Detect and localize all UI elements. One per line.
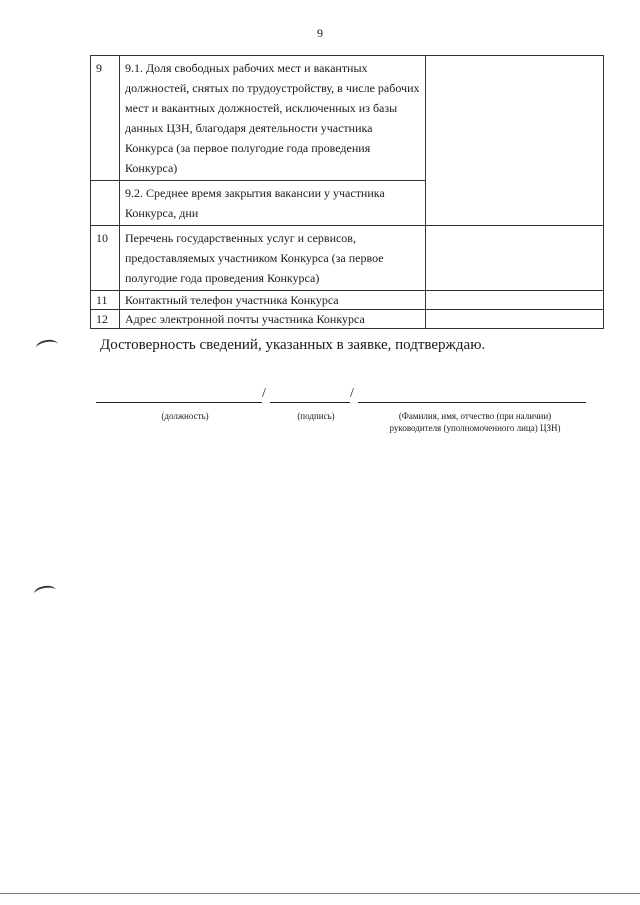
page-number: 9 — [317, 26, 323, 40]
row-description: Адрес электронной почты участника Конкурса — [120, 310, 426, 329]
row-value — [426, 226, 604, 291]
table-row — [91, 226, 604, 291]
table-row — [91, 310, 604, 329]
position-line — [96, 402, 262, 403]
punch-hole-mark — [35, 338, 59, 354]
separator: / — [262, 386, 266, 401]
confirmation-statement: Достоверность сведений, указанных в заявке, подтверждаю. — [100, 337, 486, 353]
row-number: 9 — [91, 56, 120, 181]
separator: / — [350, 386, 354, 401]
row-description: Перечень государственных услуг и сервисов, предоставляемых участником Конкурса (за первое полугодие года проведения Конкурса) — [120, 226, 426, 291]
row-description: 9.2. Среднее время закрытия вакансии у участника Конкурса, дни — [120, 181, 426, 226]
application-table — [90, 55, 604, 329]
table-row — [91, 291, 604, 310]
row-number — [91, 181, 120, 226]
row-value — [426, 310, 604, 329]
row-description: Контактный телефон участника Конкурса — [120, 291, 426, 310]
name-caption-line-2: руководителя (уполномоченного лица) ЦЗН) — [389, 423, 561, 433]
row-description: 9.1. Доля свободных рабочих мест и вакантных должностей, снятых по трудоустройству, в числе рабочих мест и вакантных должностей, исключенных из базы данных ЦЗН, благодаря деятельности участника Конкурса (за первое полугодие года проведения Конкурса) — [120, 56, 426, 181]
row-number: 11 — [91, 291, 120, 310]
name-line — [358, 402, 586, 403]
punch-hole-mark — [33, 584, 57, 600]
table-row — [91, 56, 604, 181]
page-edge — [0, 893, 640, 894]
row-number: 10 — [91, 226, 120, 291]
name-caption-line-1: (Фамилия, имя, отчество (при наличии) — [398, 411, 552, 421]
position-caption: (должность) — [161, 411, 209, 421]
signature-caption: (подпись) — [297, 411, 335, 421]
row-number: 12 — [91, 310, 120, 329]
signature-line — [270, 402, 350, 403]
row-value — [426, 56, 604, 226]
row-value — [426, 291, 604, 310]
